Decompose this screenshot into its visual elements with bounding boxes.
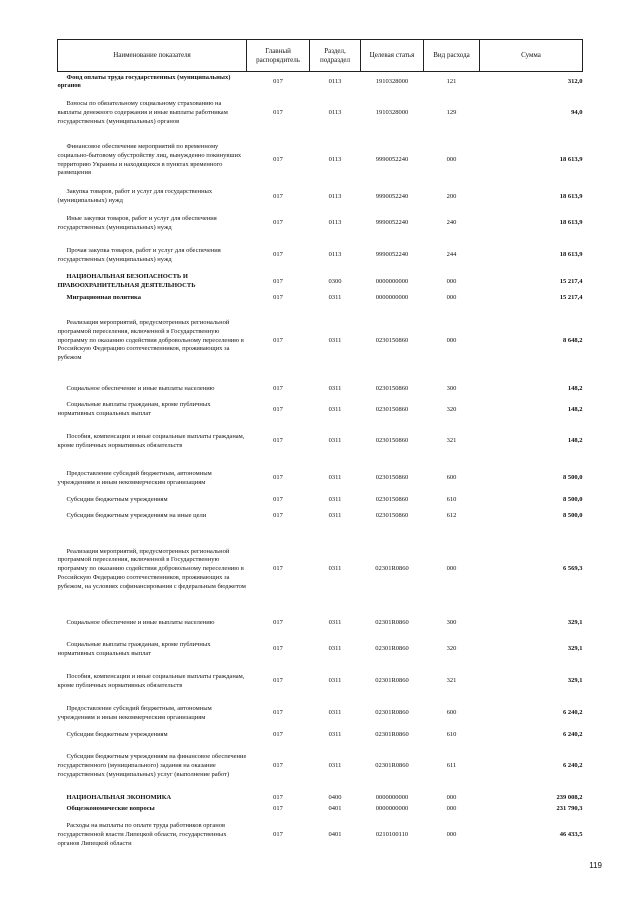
cell-name: Общеэкономические вопросы xyxy=(66,804,155,812)
cell-expense-type: 000 xyxy=(446,277,457,285)
cell-expense-type: 600 xyxy=(446,709,457,717)
cell-section: 0113 xyxy=(328,109,342,117)
cell-name: Прочая закупка товаров, работ и услуг для обеспечения государственных (муниципальных) нужд xyxy=(57,246,221,263)
table-row xyxy=(58,506,583,527)
cell-name: НАЦИОНАЛЬНАЯ ЭКОНОМИКА xyxy=(66,793,172,801)
cell-sum: 312,0 xyxy=(567,77,583,85)
table-row xyxy=(58,208,583,240)
cell-main-manager: 017 xyxy=(273,277,283,285)
cell-name: Миграционная политика xyxy=(66,293,141,301)
cell-name: Иные закупки товаров, работ и услуг для обеспечения государственных (муниципальных) нужд xyxy=(57,214,217,231)
cell-expense-type: 612 xyxy=(446,511,457,519)
cell-main-manager: 017 xyxy=(273,565,283,573)
cell-target-item: 02301R0860 xyxy=(375,618,409,626)
cell-sum: 15 217,4 xyxy=(559,277,583,285)
header-section: Раздел, подраздел xyxy=(310,40,361,72)
cell-target-item: 02301R0860 xyxy=(375,730,409,738)
cell-target-item: 1910328000 xyxy=(375,77,409,85)
cell-section: 0113 xyxy=(328,156,342,164)
cell-target-item: 0000000000 xyxy=(375,793,409,801)
header-name: Наименование показателя xyxy=(58,40,247,72)
cell-sum: 8 500,0 xyxy=(563,511,583,519)
header-sum: Сумма xyxy=(480,40,583,72)
cell-name: Субсидии бюджетным учреждениям на иные цели xyxy=(66,511,207,519)
cell-section: 0311 xyxy=(328,384,342,392)
cell-name: Взносы по обязательному социальному страхованию на выплаты денежного содержания и иные выплаты работникам государственных (муниципальных) органов xyxy=(57,100,228,125)
cell-name: Пособия, компенсации и иные социальные выплаты гражданам, кроме публичных нормативных обязательств xyxy=(57,432,245,449)
cell-target-item: 1910328000 xyxy=(375,109,409,117)
table-row xyxy=(58,698,583,730)
cell-section: 0113 xyxy=(328,219,342,227)
cell-target-item: 0230150860 xyxy=(375,405,409,413)
cell-main-manager: 017 xyxy=(273,804,283,812)
cell-target-item: 0230150860 xyxy=(375,511,409,519)
cell-sum: 329,1 xyxy=(567,618,583,626)
table-row xyxy=(58,304,583,379)
cell-expense-type: 000 xyxy=(446,793,457,801)
cell-main-manager: 017 xyxy=(273,437,283,445)
cell-target-item: 02301R0860 xyxy=(375,565,409,573)
cell-section: 0401 xyxy=(328,831,342,839)
cell-section: 0400 xyxy=(328,793,342,801)
table-row xyxy=(58,421,583,463)
table-row xyxy=(58,463,583,495)
cell-name: Субсидии бюджетным учреждениям xyxy=(66,730,168,738)
cell-expense-type: 610 xyxy=(446,730,457,738)
cell-target-item: 0230150860 xyxy=(375,384,409,392)
cell-sum: 148,2 xyxy=(567,405,583,413)
table-row xyxy=(58,72,583,93)
cell-target-item: 9990052240 xyxy=(375,192,409,200)
cell-section: 0311 xyxy=(328,565,342,573)
cell-main-manager: 017 xyxy=(273,251,283,259)
cell-main-manager: 017 xyxy=(273,645,283,653)
budget-table xyxy=(57,39,583,857)
cell-expense-type: 000 xyxy=(446,336,457,344)
table-row xyxy=(58,634,583,666)
cell-sum: 231 790,3 xyxy=(556,804,583,812)
cell-target-item: 9990052240 xyxy=(375,219,409,227)
table-row xyxy=(58,613,583,634)
table-row xyxy=(58,187,583,208)
cell-main-manager: 017 xyxy=(273,156,283,164)
cell-target-item: 0230150860 xyxy=(375,495,409,503)
cell-name: Социальные выплаты гражданам, кроме публичных нормативных социальных выплат xyxy=(57,640,211,657)
cell-section: 0113 xyxy=(328,192,342,200)
cell-section: 0113 xyxy=(328,77,342,85)
cell-expense-type: 129 xyxy=(446,109,457,117)
cell-target-item: 0230150860 xyxy=(375,336,409,344)
table-row xyxy=(58,793,583,804)
cell-sum: 46 433,5 xyxy=(559,831,583,839)
table-row xyxy=(58,815,583,857)
cell-section: 0300 xyxy=(328,277,342,285)
cell-sum: 94,0 xyxy=(571,109,583,117)
table-row xyxy=(58,804,583,815)
cell-name: Субсидии бюджетным учреждениям на финансовое обеспечение государственного (муниципального) задания на оказание государственных (муниципальных) услуг (выполнение работ) xyxy=(57,753,247,778)
cell-expense-type: 610 xyxy=(446,495,457,503)
cell-target-item: 0230150860 xyxy=(375,437,409,445)
cell-section: 0311 xyxy=(328,709,342,717)
header-expense-type: Вид расхода xyxy=(424,40,480,72)
page-number: 119 xyxy=(589,861,602,870)
cell-main-manager: 017 xyxy=(273,109,283,117)
cell-section: 0311 xyxy=(328,293,342,301)
cell-expense-type: 000 xyxy=(446,156,457,164)
cell-name: Социальное обеспечение и иные выплаты населению xyxy=(66,618,215,626)
cell-sum: 18 613,9 xyxy=(559,192,583,200)
table-row xyxy=(58,293,583,304)
cell-name: Фонд оплаты труда государственных (муниципальных) органов xyxy=(57,73,231,90)
cell-expense-type: 121 xyxy=(446,77,457,85)
cell-sum: 6 240,2 xyxy=(563,730,583,738)
cell-section: 0311 xyxy=(328,730,342,738)
cell-section: 0311 xyxy=(328,405,342,413)
cell-name: Реализация мероприятий, предусмотренных региональной программой переселения, включенной в Государственную программу по оказанию содействия добровольному переселению в Российскую Федерацию соотечественников, проживающих за рубежом xyxy=(57,319,244,362)
cell-expense-type: 321 xyxy=(446,437,457,445)
cell-name: НАЦИОНАЛЬНАЯ БЕЗОПАСНОСТЬ И ПРАВООХРАНИТЕЛЬНАЯ ДЕЯТЕЛЬНОСТЬ xyxy=(57,273,196,289)
cell-main-manager: 017 xyxy=(273,293,283,301)
cell-name: Социальное обеспечение и иные выплаты населению xyxy=(66,384,215,392)
cell-main-manager: 017 xyxy=(273,336,283,344)
cell-sum: 8 500,0 xyxy=(563,474,583,482)
cell-name: Расходы на выплаты по оплате труда работников органов государственной власти Липецкой области, государственных органов Липецкой области xyxy=(57,822,227,847)
cell-sum: 15 217,4 xyxy=(559,293,583,301)
cell-sum: 148,2 xyxy=(567,384,583,392)
cell-name: Предоставление субсидий бюджетным, автономным учреждениям и иным некоммерческим организациям xyxy=(57,469,212,486)
cell-target-item: 0000000000 xyxy=(375,277,409,285)
cell-expense-type: 320 xyxy=(446,405,457,413)
cell-section: 0311 xyxy=(328,762,342,770)
cell-name: Пособия, компенсации и иные социальные выплаты гражданам, кроме публичных нормативных обязательств xyxy=(57,672,245,689)
cell-section: 0311 xyxy=(328,618,342,626)
cell-sum: 6 240,2 xyxy=(563,762,583,770)
cell-main-manager: 017 xyxy=(273,793,283,801)
cell-main-manager: 017 xyxy=(273,77,283,85)
cell-section: 0311 xyxy=(328,336,342,344)
table-row xyxy=(58,240,583,272)
cell-expense-type: 000 xyxy=(446,293,457,301)
cell-sum: 18 613,9 xyxy=(559,219,583,227)
cell-target-item: 02301R0860 xyxy=(375,762,409,770)
cell-sum: 6 569,3 xyxy=(563,565,583,573)
cell-sum: 8 648,2 xyxy=(563,336,583,344)
cell-main-manager: 017 xyxy=(273,219,283,227)
cell-section: 0311 xyxy=(328,495,342,503)
cell-main-manager: 017 xyxy=(273,730,283,738)
cell-expense-type: 300 xyxy=(446,384,457,392)
table-row xyxy=(58,666,583,698)
cell-section: 0311 xyxy=(328,677,342,685)
cell-main-manager: 017 xyxy=(273,511,283,519)
cell-expense-type: 320 xyxy=(446,645,457,653)
cell-sum: 329,1 xyxy=(567,645,583,653)
cell-name: Предоставление субсидий бюджетным, автономным учреждениям и иным некоммерческим организациям xyxy=(57,704,212,721)
cell-expense-type: 000 xyxy=(446,804,457,812)
cell-sum: 18 613,9 xyxy=(559,156,583,164)
cell-target-item: 02301R0860 xyxy=(375,677,409,685)
cell-expense-type: 600 xyxy=(446,474,457,482)
cell-sum: 329,1 xyxy=(567,677,583,685)
cell-name: Социальные выплаты гражданам, кроме публичных нормативных социальных выплат xyxy=(57,401,211,417)
cell-target-item: 0000000000 xyxy=(375,293,409,301)
cell-main-manager: 017 xyxy=(273,677,283,685)
cell-expense-type: 000 xyxy=(446,831,457,839)
table-row xyxy=(58,135,583,187)
cell-expense-type: 000 xyxy=(446,565,457,573)
cell-target-item: 9990052240 xyxy=(375,251,409,259)
cell-main-manager: 017 xyxy=(273,618,283,626)
header-main-manager: Главный распорядитель xyxy=(247,40,310,72)
cell-sum: 148,2 xyxy=(567,437,583,445)
cell-main-manager: 017 xyxy=(273,709,283,717)
cell-main-manager: 017 xyxy=(273,405,283,413)
cell-section: 0311 xyxy=(328,645,342,653)
cell-name: Субсидии бюджетным учреждениям xyxy=(66,495,168,503)
cell-name: Финансовое обеспечение мероприятий по временному социально-бытовому обустройству лиц, вынужденно покинувших территорию Украины и находящихся в пунктах временного размещения xyxy=(57,143,242,177)
cell-section: 0113 xyxy=(328,251,342,259)
cell-target-item: 0230150860 xyxy=(375,474,409,482)
table-row xyxy=(58,379,583,400)
cell-section: 0311 xyxy=(328,511,342,519)
cell-sum: 8 500,0 xyxy=(563,495,583,503)
header-target-item: Целевая статья xyxy=(361,40,424,72)
cell-main-manager: 017 xyxy=(273,831,283,839)
table-row xyxy=(58,495,583,506)
table-row xyxy=(58,741,583,793)
cell-target-item: 02301R0860 xyxy=(375,645,409,653)
cell-name: Реализация мероприятий, предусмотренных региональной программой переселения, включенной в Государственную программу по оказанию содействия добровольному переселению в Российскую Федерацию соотечественников, проживающих за рубежом, на условиях софинансирования с федеральным бюджетом xyxy=(57,547,246,590)
cell-target-item: 0000000000 xyxy=(375,804,409,812)
cell-expense-type: 300 xyxy=(446,618,457,626)
table-row xyxy=(58,527,583,613)
cell-sum: 239 008,2 xyxy=(556,793,583,801)
cell-expense-type: 321 xyxy=(446,677,457,685)
table-row xyxy=(58,272,583,293)
cell-main-manager: 017 xyxy=(273,384,283,392)
cell-sum: 18 613,9 xyxy=(559,251,583,259)
table-body xyxy=(58,72,583,857)
cell-section: 0401 xyxy=(328,804,342,812)
cell-main-manager: 017 xyxy=(273,495,283,503)
cell-expense-type: 611 xyxy=(446,762,457,770)
cell-target-item: 0210100110 xyxy=(375,831,409,839)
table-header xyxy=(58,40,583,72)
table-row xyxy=(58,730,583,741)
cell-main-manager: 017 xyxy=(273,762,283,770)
cell-expense-type: 240 xyxy=(446,219,457,227)
cell-target-item: 02301R0860 xyxy=(375,709,409,717)
cell-expense-type: 200 xyxy=(446,192,457,200)
cell-target-item: 9990052240 xyxy=(375,156,409,164)
cell-expense-type: 244 xyxy=(446,251,457,259)
cell-main-manager: 017 xyxy=(273,192,283,200)
cell-name: Закупка товаров, работ и услуг для государственных (муниципальных) нужд xyxy=(57,188,213,204)
cell-main-manager: 017 xyxy=(273,474,283,482)
cell-sum: 6 240,2 xyxy=(563,709,583,717)
table-row xyxy=(58,400,583,421)
table-row xyxy=(58,93,583,135)
cell-section: 0311 xyxy=(328,474,342,482)
cell-section: 0311 xyxy=(328,437,342,445)
